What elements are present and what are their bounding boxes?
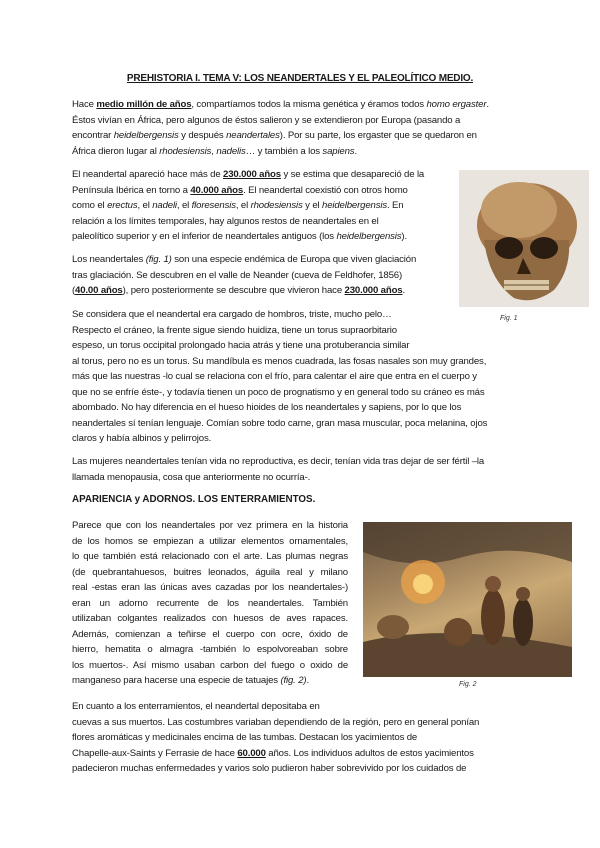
text-line xyxy=(72,198,424,214)
figure-cave-scene-image xyxy=(363,522,572,677)
text-run: Respecto el cráneo, la frente sigue siendo huidiza, tiene un torus supraorbitario xyxy=(72,324,397,336)
italic-term: homo ergaster xyxy=(426,99,487,110)
text-line xyxy=(72,113,489,129)
emphasized-text: 60.000 xyxy=(237,747,266,759)
text-run: manganeso para hacerse una especie de tatuajes xyxy=(72,675,281,686)
text-run: Península Ibérica en torno a xyxy=(72,184,191,196)
paragraph-anatomy xyxy=(72,307,487,447)
text-run: Además, comienzan a teñirse el cuerpo con ocre, óxido de xyxy=(72,628,348,640)
text-run: tras glaciación. Se descubren en el valle de Neander (cueva de Feldhofer, 1856) xyxy=(72,269,403,281)
italic-term: nadelis xyxy=(216,145,246,157)
text-run: eran un adorno recurrente de los neandertales. También xyxy=(72,597,348,609)
figure-1-caption: Fig. 1 xyxy=(500,315,518,322)
text-line xyxy=(72,549,348,565)
text-run: al torus, pero no es un torus. Su mandíbula es menos cuadrada, las fosas nasales son muy grandes, xyxy=(72,355,487,367)
paragraph-burials xyxy=(72,699,479,777)
text-run: que no se enfríe éste-, y todavía tienen un poco de prognatismo y en general todo su cráneo es más xyxy=(72,386,485,398)
text-line xyxy=(72,627,348,643)
emphasized-text: medio millón de años xyxy=(96,99,192,110)
text-run: El neandertal apareció hace más de xyxy=(72,169,224,180)
text-run: hierro, hematita o almagra -también lo espolvoreaban sobre xyxy=(72,644,348,655)
italic-term: (fig. 1) xyxy=(145,254,172,265)
text-run: . xyxy=(486,99,489,110)
text-line xyxy=(72,167,424,183)
emphasized-text: 40.000 años xyxy=(190,184,244,196)
text-run: flores aromáticas y medicinales encima de las tumbas. Destacan los yacimientos de xyxy=(72,732,418,743)
text-line xyxy=(72,642,348,658)
text-line xyxy=(72,385,487,401)
text-run: En cuanto a los enterramientos, el neandertal depositaba en xyxy=(72,701,320,712)
text-run: . xyxy=(402,285,405,296)
text-line xyxy=(72,144,489,160)
text-run: y después xyxy=(178,130,227,141)
text-run: Chapelle-aux-Saints y Ferrasie de hace xyxy=(72,747,238,759)
italic-term: erectus xyxy=(107,200,138,211)
text-run: . El neandertal coexistió con otros homo xyxy=(243,184,408,196)
text-run: los muertos-. Así mismo usaban carbon del fuego o oxido de xyxy=(72,659,348,671)
text-line xyxy=(72,746,479,762)
text-run: Parece que con los neandertales por vez primera en la historia xyxy=(72,520,348,531)
text-run: África dieron lugar al xyxy=(72,145,160,157)
text-line xyxy=(72,580,348,596)
text-run: . xyxy=(306,675,309,686)
text-run: relación a los límites temporales, hay algunos restos de neandertales en el xyxy=(72,215,379,227)
text-run: Se considera que el neandertal era cargado de hombros, triste, mucho pelo… xyxy=(72,309,392,320)
text-run: encontrar xyxy=(72,130,114,141)
text-run: (de quebrantahuesos, buitres leonados, águila real y milano xyxy=(72,566,348,578)
emphasized-text: 40.00 años xyxy=(75,285,123,296)
text-run: , el xyxy=(235,200,251,211)
text-run: abombado. No hay diferencia en el hueso hioides de los neandertales y sapiens, por lo que los xyxy=(72,402,462,413)
text-run: años. Los individuos adultos de estos yacimientos xyxy=(265,747,474,759)
text-line xyxy=(72,214,424,230)
text-run: , xyxy=(211,145,217,157)
text-line xyxy=(72,97,489,113)
text-run: lo que también está relacionado con el arte. Las plumas negras xyxy=(72,551,348,562)
text-line xyxy=(72,596,348,612)
text-line xyxy=(72,454,484,470)
text-line xyxy=(72,534,348,550)
text-line xyxy=(72,715,479,731)
text-line xyxy=(72,128,489,144)
text-run: , el xyxy=(137,200,153,211)
text-run: padecieron muchas enfermedades y varios solo pudieron haber sobrevivido por los cuidados de xyxy=(72,763,467,774)
italic-term: floresensis xyxy=(191,200,236,211)
text-run: Las mujeres neandertales tenían vida no reproductiva, es decir, tenían vida tras dejar de ser fértil –la xyxy=(72,456,485,467)
italic-term: sapiens xyxy=(322,145,355,157)
text-run: , el xyxy=(176,200,192,211)
text-line xyxy=(72,369,487,385)
text-run: Los neandertales xyxy=(72,254,146,265)
text-run: ). xyxy=(401,231,407,242)
text-line xyxy=(72,323,487,339)
paragraph-intro xyxy=(72,97,489,159)
italic-term: neandertales xyxy=(226,130,280,141)
paragraph-chronology xyxy=(72,167,424,245)
text-run: claros y había albinos y pelirrojos. xyxy=(72,433,212,444)
text-run: neandertales sí tenían lenguaje. Comían sobre todo carne, gran masa muscular, poca melanina, ojos xyxy=(72,417,488,429)
text-run: . En xyxy=(386,200,404,211)
text-run: … y también a los xyxy=(245,145,323,157)
italic-term: nadeli xyxy=(152,200,177,211)
text-run: son una especie endémica de Europa que viven glaciación xyxy=(171,254,417,265)
text-line xyxy=(72,307,487,323)
text-run: real -estas eran las únicas aves cazadas por los neandertales-) xyxy=(72,582,348,593)
text-line xyxy=(72,400,487,416)
text-line xyxy=(72,699,479,715)
text-run: llamada menopausia, cosa que anteriormente no ocurría-. xyxy=(72,471,311,483)
text-line xyxy=(72,354,487,370)
text-line xyxy=(72,565,348,581)
text-line xyxy=(72,730,479,746)
text-run: espeso, un torus occipital prolongado hacia atrás y tiene una protuberancia similar xyxy=(72,340,410,351)
text-line xyxy=(72,658,348,674)
text-run: ( xyxy=(72,285,76,296)
text-run: más que las nuestras -lo cual se relaciona con el frío, para calentar el aire que entra en el cuerpo y xyxy=(72,371,477,382)
text-run: ). Por su parte, los ergaster que se quedaron en xyxy=(279,130,477,141)
text-line xyxy=(72,416,487,432)
figure-skull-image xyxy=(459,170,589,307)
paragraph-women xyxy=(72,454,484,485)
paragraph-discovery xyxy=(72,252,416,299)
text-line xyxy=(72,229,424,245)
paragraph-ornaments xyxy=(72,518,348,689)
text-line xyxy=(72,268,416,284)
text-run: , compartíamos todos la misma genética y éramos todos xyxy=(191,99,427,110)
emphasized-text: 230.000 años xyxy=(223,169,281,180)
text-run: Éstos vivían en África, pero algunos de éstos salieron y se extendieron por Europa (pasando a xyxy=(72,114,461,126)
text-line xyxy=(72,183,424,199)
italic-term: rhodesiensis xyxy=(250,200,303,211)
italic-term: heidelbergensis xyxy=(113,130,179,141)
italic-term: heidelbergensis xyxy=(336,231,402,242)
section-heading: APARIENCIA y ADORNOS. LOS ENTERRAMIENTOS. xyxy=(72,494,316,505)
text-run: de los homos se empiezan a utilizar elementos ornamentales, xyxy=(72,535,348,547)
text-line xyxy=(72,283,416,299)
text-line xyxy=(72,518,348,534)
figure-2-caption: Fig. 2 xyxy=(459,681,477,688)
text-line xyxy=(72,431,487,447)
text-line xyxy=(72,673,348,689)
text-run: paleolítico superior y en el inferior de neandertales antiguos (los xyxy=(72,231,337,242)
text-run: como el xyxy=(72,200,108,211)
text-run: y se estima que desapareció de la xyxy=(280,169,425,180)
text-run: ), pero posteriormente se descubre que vivieron hace xyxy=(122,285,345,296)
text-run: Hace xyxy=(72,99,97,110)
text-run: . xyxy=(354,145,357,157)
italic-term: rhodesiensis xyxy=(159,145,212,157)
text-line xyxy=(72,761,479,777)
text-line xyxy=(72,252,416,268)
text-line xyxy=(72,470,484,486)
text-line xyxy=(72,611,348,627)
text-run: cuevas a sus muertos. Las costumbres variaban dependiendo de la región, pero en general ponían xyxy=(72,716,480,728)
italic-term: heidelbergensis xyxy=(322,200,387,211)
text-run: utilizaban colgantes realizados con huesos de aves rapaces. xyxy=(72,613,348,624)
emphasized-text: 230.000 años xyxy=(344,285,403,296)
text-run: y el xyxy=(302,200,323,211)
text-line xyxy=(72,338,487,354)
document-title: PREHISTORIA I. TEMA V: LOS NEANDERTALES Y EL PALEOLÍTICO MEDIO. xyxy=(126,73,474,84)
italic-term: (fig. 2) xyxy=(280,675,307,686)
